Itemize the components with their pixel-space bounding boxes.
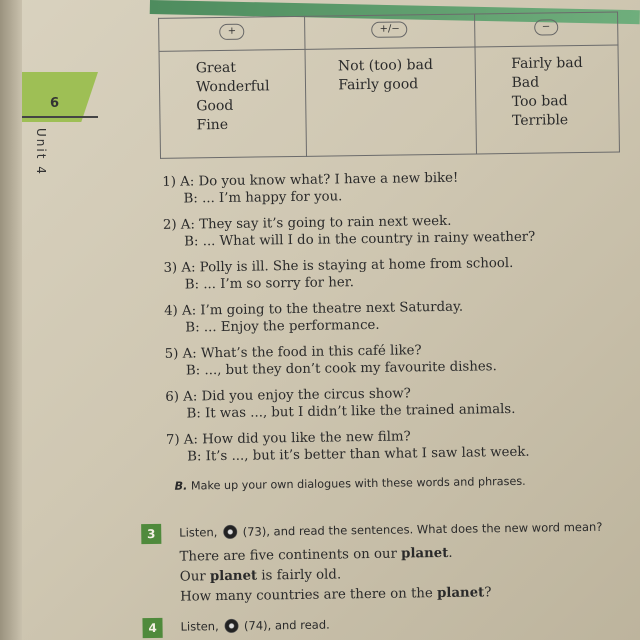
- book-spine: [0, 0, 22, 640]
- task-b: B. Make up your own dialogues with these words and phrases.: [174, 474, 526, 493]
- table-word: Too bad: [511, 93, 568, 110]
- table-word: Terrible: [511, 112, 569, 129]
- table-column-neutral: [305, 47, 476, 156]
- audio-disc-icon: [224, 619, 238, 633]
- example-sentence: Our planet is fairly old.: [179, 567, 342, 585]
- table-word: Bad: [511, 74, 540, 91]
- table-word: Great: [195, 59, 237, 77]
- dialogue-item: 7) A: How did you like the new film? B: It’s ..., but it’s better than what I saw last week.: [165, 429, 530, 465]
- table-header-negative: −: [474, 12, 618, 47]
- table-column-positive: [159, 49, 307, 158]
- dialogue-list: [162, 167, 622, 465]
- exercise-3-number: 3: [141, 524, 161, 544]
- table-header-neutral: +/−: [305, 14, 475, 49]
- page-tab-number: 6: [50, 96, 60, 111]
- exercise-4-instruction: Listen, (74), and read.: [180, 617, 330, 634]
- dialogue-item: 5) A: What’s the food in this café like? B: ..., but they don’t cook my favourite dishes.: [164, 343, 497, 379]
- dialogue-item: 4) A: I’m going to the theatre next Saturday. B: ... Enjoy the performance.: [164, 299, 464, 336]
- table-word: Good: [196, 97, 234, 115]
- exercise-4-number: 4: [142, 618, 162, 638]
- table-word: Wonderful: [195, 78, 270, 96]
- table-word: Not (too) bad: [337, 57, 433, 75]
- example-sentence: How many countries are there on the planet?: [180, 585, 492, 605]
- dialogue-item: 6) A: Did you enjoy the circus show? B: It was ..., but I didn’t like the trained animals.: [165, 386, 516, 422]
- table-word: Fairly good: [338, 76, 419, 94]
- table-header-positive: +: [159, 16, 306, 51]
- unit-label: Unit 4: [34, 128, 48, 176]
- table-word: Fairly bad: [511, 54, 583, 72]
- exercise-3-instruction: Listen, (73), and read the sentences. What does the new word mean?: [179, 519, 603, 540]
- dialogue-item: 3) A: Polly is ill. She is staying at home from school. B: ... I’m so sorry for her.: [163, 255, 514, 293]
- evaluation-table: [158, 11, 620, 158]
- audio-disc-icon: [223, 525, 237, 539]
- page-tab: [22, 72, 98, 122]
- dialogue-item: 2) A: They say it’s going to rain next week. B: ... What will I do in the country in rainy weather?: [162, 213, 536, 250]
- table-word: Fine: [196, 116, 229, 134]
- dialogue-item: 1) A: Do you know what? I have a new bike! B: ... I’m happy for you.: [162, 170, 459, 207]
- tab-divider: [22, 116, 98, 118]
- table-column-negative: [475, 45, 620, 154]
- example-sentence: There are five continents on our planet.: [179, 545, 453, 565]
